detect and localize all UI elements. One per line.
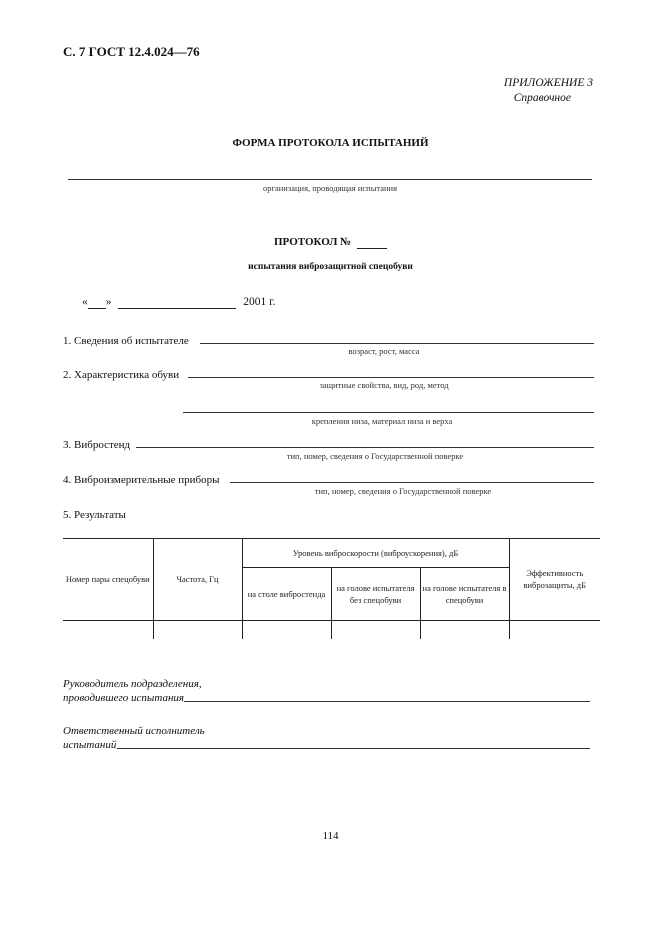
- signature-executor-line: [117, 748, 590, 749]
- table-cell: [153, 620, 242, 639]
- date-year: 2001 г.: [243, 296, 276, 308]
- field-instruments-line: [230, 482, 594, 483]
- table-cell: [242, 620, 331, 639]
- field-stand-label: 3. Вибростенд: [63, 439, 131, 451]
- day-blank: [88, 296, 106, 309]
- signature-head: [63, 677, 202, 705]
- results-table: [63, 538, 600, 639]
- signature-head-line: [184, 701, 590, 702]
- protocol-title: [0, 236, 661, 249]
- date-close-quote: »: [105, 296, 112, 308]
- col-pair-number: Номер пары спецобуви: [63, 539, 153, 620]
- field-results-label: 5. Результаты: [63, 509, 126, 521]
- table-cell: [331, 620, 420, 639]
- page-number: 114: [322, 830, 339, 842]
- field-tester-line: [200, 343, 594, 344]
- form-title: ФОРМА ПРОТОКОЛА ИСПЫТАНИЙ: [232, 137, 429, 149]
- table-cell: [63, 620, 153, 639]
- protocol-label: ПРОТОКОЛ №: [274, 236, 352, 248]
- field-footwear-label: 2. Характеристика обуви: [63, 369, 180, 381]
- date-open-quote: «: [82, 296, 88, 308]
- col-head-with: на голове испытателя в спецобуви: [420, 568, 509, 620]
- field-footwear-line-2: [183, 412, 594, 413]
- col-on-stand: на столе вибростенда: [242, 568, 331, 620]
- table-cell: [420, 620, 509, 639]
- col-frequency: Частота, Гц: [153, 539, 242, 620]
- field-footwear-caption-2: крепления низа, материал низа и верха: [311, 416, 453, 426]
- signature-executor-line2: испытаний: [63, 739, 117, 751]
- date-line: [82, 296, 275, 309]
- col-group-vibration-level: Уровень виброскорости (виброускорения), дБ: [242, 539, 509, 568]
- field-footwear-line: [188, 377, 594, 378]
- field-tester-caption: возраст, рост, масса: [348, 346, 420, 356]
- col-efficiency: Эффективность виброзащиты, дБ: [509, 539, 600, 620]
- organization-caption: организация, проводящая испытания: [262, 183, 398, 193]
- field-instruments-label: 4. Виброизмерительные приборы: [63, 474, 220, 486]
- protocol-subtitle: испытания виброзащитной спецобуви: [248, 262, 413, 272]
- field-tester-label: 1. Сведения об испытателе: [63, 335, 189, 347]
- protocol-number-blank: [357, 236, 387, 249]
- appendix-subtitle: Справочное: [513, 92, 571, 104]
- col-head-without: на голове испытателя без спецобуви: [331, 568, 420, 620]
- table-cell: [509, 620, 600, 639]
- field-footwear-caption: защитные свойства, вид, род, метод: [319, 380, 449, 390]
- table-row: [63, 620, 600, 639]
- signature-head-line2: проводившего испытания: [63, 692, 185, 704]
- signature-head-line1: Руководитель подразделения,: [63, 678, 202, 690]
- field-instruments-caption: тип, номер, сведения о Государственной поверке: [314, 486, 492, 496]
- field-stand-caption: тип, номер, сведения о Государственной поверке: [286, 451, 464, 461]
- field-stand-line: [136, 447, 594, 448]
- organization-line: [68, 179, 592, 180]
- month-blank: [118, 296, 236, 309]
- signature-executor-line1: Ответственный исполнитель: [63, 725, 205, 737]
- page-header: С. 7 ГОСТ 12.4.024—76: [63, 44, 200, 59]
- appendix-title: ПРИЛОЖЕНИЕ 3: [503, 77, 593, 89]
